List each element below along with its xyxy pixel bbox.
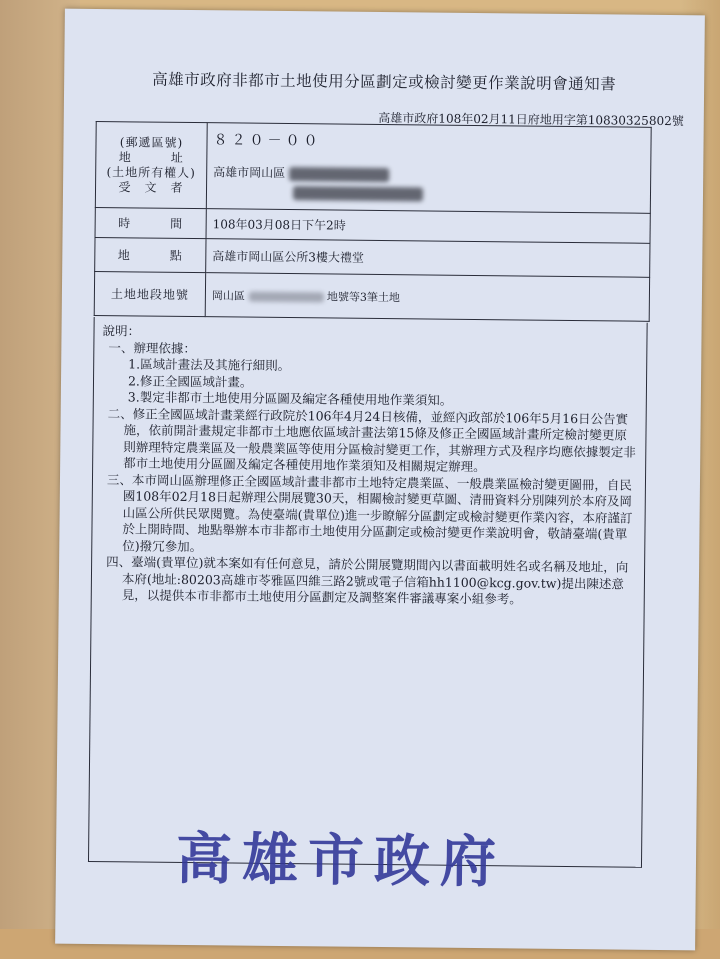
note-1-heading: 一、辦理依據：: [108, 339, 196, 356]
note-1-item: 3.製定非都市土地使用分區圖及編定各種使用地作業須知。: [127, 389, 453, 408]
info-table: [94, 121, 652, 322]
recipient-label: [95, 122, 207, 209]
note-1-item: 1.區域計畫法及其施行細則。: [128, 356, 291, 374]
address-value: 高雄市岡山區: [213, 165, 286, 180]
document-number: 高雄市政府108年02月11日府地用字第10830325802號: [378, 110, 684, 129]
postal-code-value: ８２０－００: [213, 132, 322, 150]
owner-label: (土地所有權人): [106, 164, 196, 180]
redacted-address: [289, 167, 389, 182]
addressee-label: 受 文 者: [118, 179, 184, 195]
note-3: 三、本市岡山區辦理修正全國區域計畫非都市土地特定農業區、一般農業區檢討變更圖冊，自民國108年02月18日起辦理公開展覽30天，相關檢討變更草圖、清冊資料分別陳列於本府及岡山區公所供民眾閱覽。為使臺端(貴單位)進一步瞭解分區劃定或檢討變更作業內容，本府謹訂於上開時間、地點舉辦本市非都市土地使用分區劃定或檢討變更作業說明會，敬請臺端(貴單位)撥冗參加。: [106, 471, 633, 554]
land-value: [205, 273, 649, 322]
note-2: 二、修正全國區域計畫業經行政院於106年4月24日核備，並經內政部於106年5月16日公告實施，依前開計畫規定非都市土地應依區域計畫法第15條及修正全國區域計畫所定檢討變更原則辦理特定農業區及一般農業區等使用分區檢討變更工作，其辦理方式及程序均應依據製定非都市土地使用分區圖及編定各種使用地作業須知及相關規定辦理。: [107, 405, 636, 475]
note-1-item: 2.修正全國區域計畫。: [127, 372, 253, 390]
redacted-land-section: [248, 291, 323, 302]
place-label: 地 點: [95, 238, 206, 273]
notice-document: [55, 9, 705, 951]
note-4: 四、臺端(貴單位)就本案如有任何意見，請於公開展覽期間內以書面載明姓名或名稱及地址，向本府(地址:80203高雄市苓雅區四維三路2號或電子信箱hh1100@kcg.gov.tw)提出陳述意見，以提供本市非都市土地使用分區劃定及調整案件審議專案小組參考。: [106, 554, 629, 607]
land-value-prefix: 岡山區: [211, 288, 245, 303]
recipient-value: [206, 123, 651, 214]
time-label: 時 間: [95, 208, 206, 239]
land-label: 土地地段地號: [94, 272, 205, 317]
place-value: 高雄市岡山區公所3樓大禮堂: [206, 239, 650, 278]
address-label: 地 址: [118, 149, 184, 165]
postal-code-label: (郵遞區號): [119, 134, 184, 150]
notes-section: [88, 317, 648, 868]
land-value-suffix: 地號等3筆土地: [326, 289, 400, 304]
notes-header: 說明：: [102, 323, 141, 339]
document-title: 高雄市政府非都市土地使用分區劃定或檢討變更作業說明會通知書: [152, 70, 617, 94]
government-seal-stamp: 高雄市政府: [175, 825, 507, 896]
time-value: 108年03月08日下午2時: [206, 209, 650, 244]
redacted-name: [293, 186, 423, 201]
